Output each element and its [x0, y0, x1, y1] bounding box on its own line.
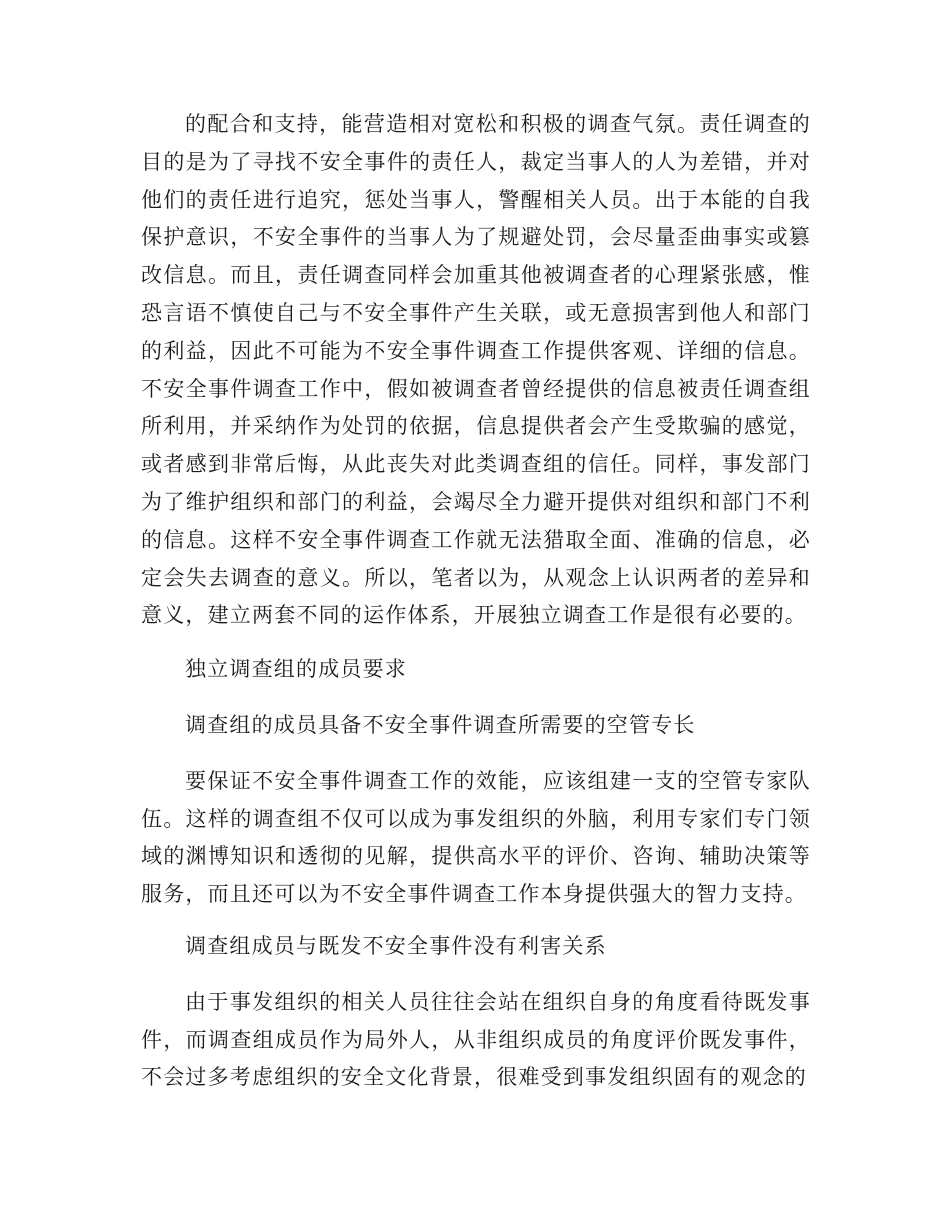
subsection-heading: 调查组的成员具备不安全事件调查所需要的空管专长 — [185, 712, 696, 737]
document-body — [141, 106, 811, 1111]
body-paragraph: 要保证不安全事件调查工作的效能，应该组建一支的空管专家队伍。这样的调查组不仅可以成为事发组织的外脑，利用专家们专门领域的渊博知识和透彻的见解，提供高水平的评价、咨询、辅助决策等服务，而且还可以为不安全事件调查工作本身提供强大的智力支持。 — [141, 768, 811, 907]
body-paragraph: 由于事发组织的相关人员往往会站在组织自身的角度看待既发事件，而调查组成员作为局外人，从非组织成员的角度评价既发事件，不会过多考虑组织的安全文化背景，很难受到事发组织固有的观念的 — [141, 989, 811, 1090]
section-heading: 独立调查组的成员要求 — [185, 657, 407, 682]
subsection-heading: 调查组成员与既发不安全事件没有利害关系 — [185, 933, 607, 958]
body-paragraph: 的配合和支持，能营造相对宽松和积极的调查气氛。责任调查的目的是为了寻找不安全事件的责任人，裁定当事人的人为差错，并对他们的责任进行追究，惩处当事人，警醒相关人员。出于本能的自我保护意识，不安全事件的当事人为了规避处罚，会尽量歪曲事实或篡改信息。而且，责任调查同样会加重其他被调查者的心理紧张感，惟恐言语不慎使自己与不安全事件产生关联，或无意损害到他人和部门的利益，因此不可能为不安全事件调查工作提供客观、详细的信息。不安全事件调查工作中，假如被调查者曾经提供的信息被责任调查组所利用，并采纳作为处罚的依据，信息提供者会产生受欺骗的感觉，或者感到非常后悔，从此丧失对此类调查组的信任。同样，事发部门为了维护组织和部门的利益，会竭尽全力避开提供对组织和部门不利的信息。这样不安全事件调查工作就无法猎取全面、准确的信息，必定会失去调查的意义。所以，笔者以为，从观念上认识两者的差异和意义，建立两套不同的运作体系，开展独立调查工作是很有必要的。 — [141, 112, 811, 628]
